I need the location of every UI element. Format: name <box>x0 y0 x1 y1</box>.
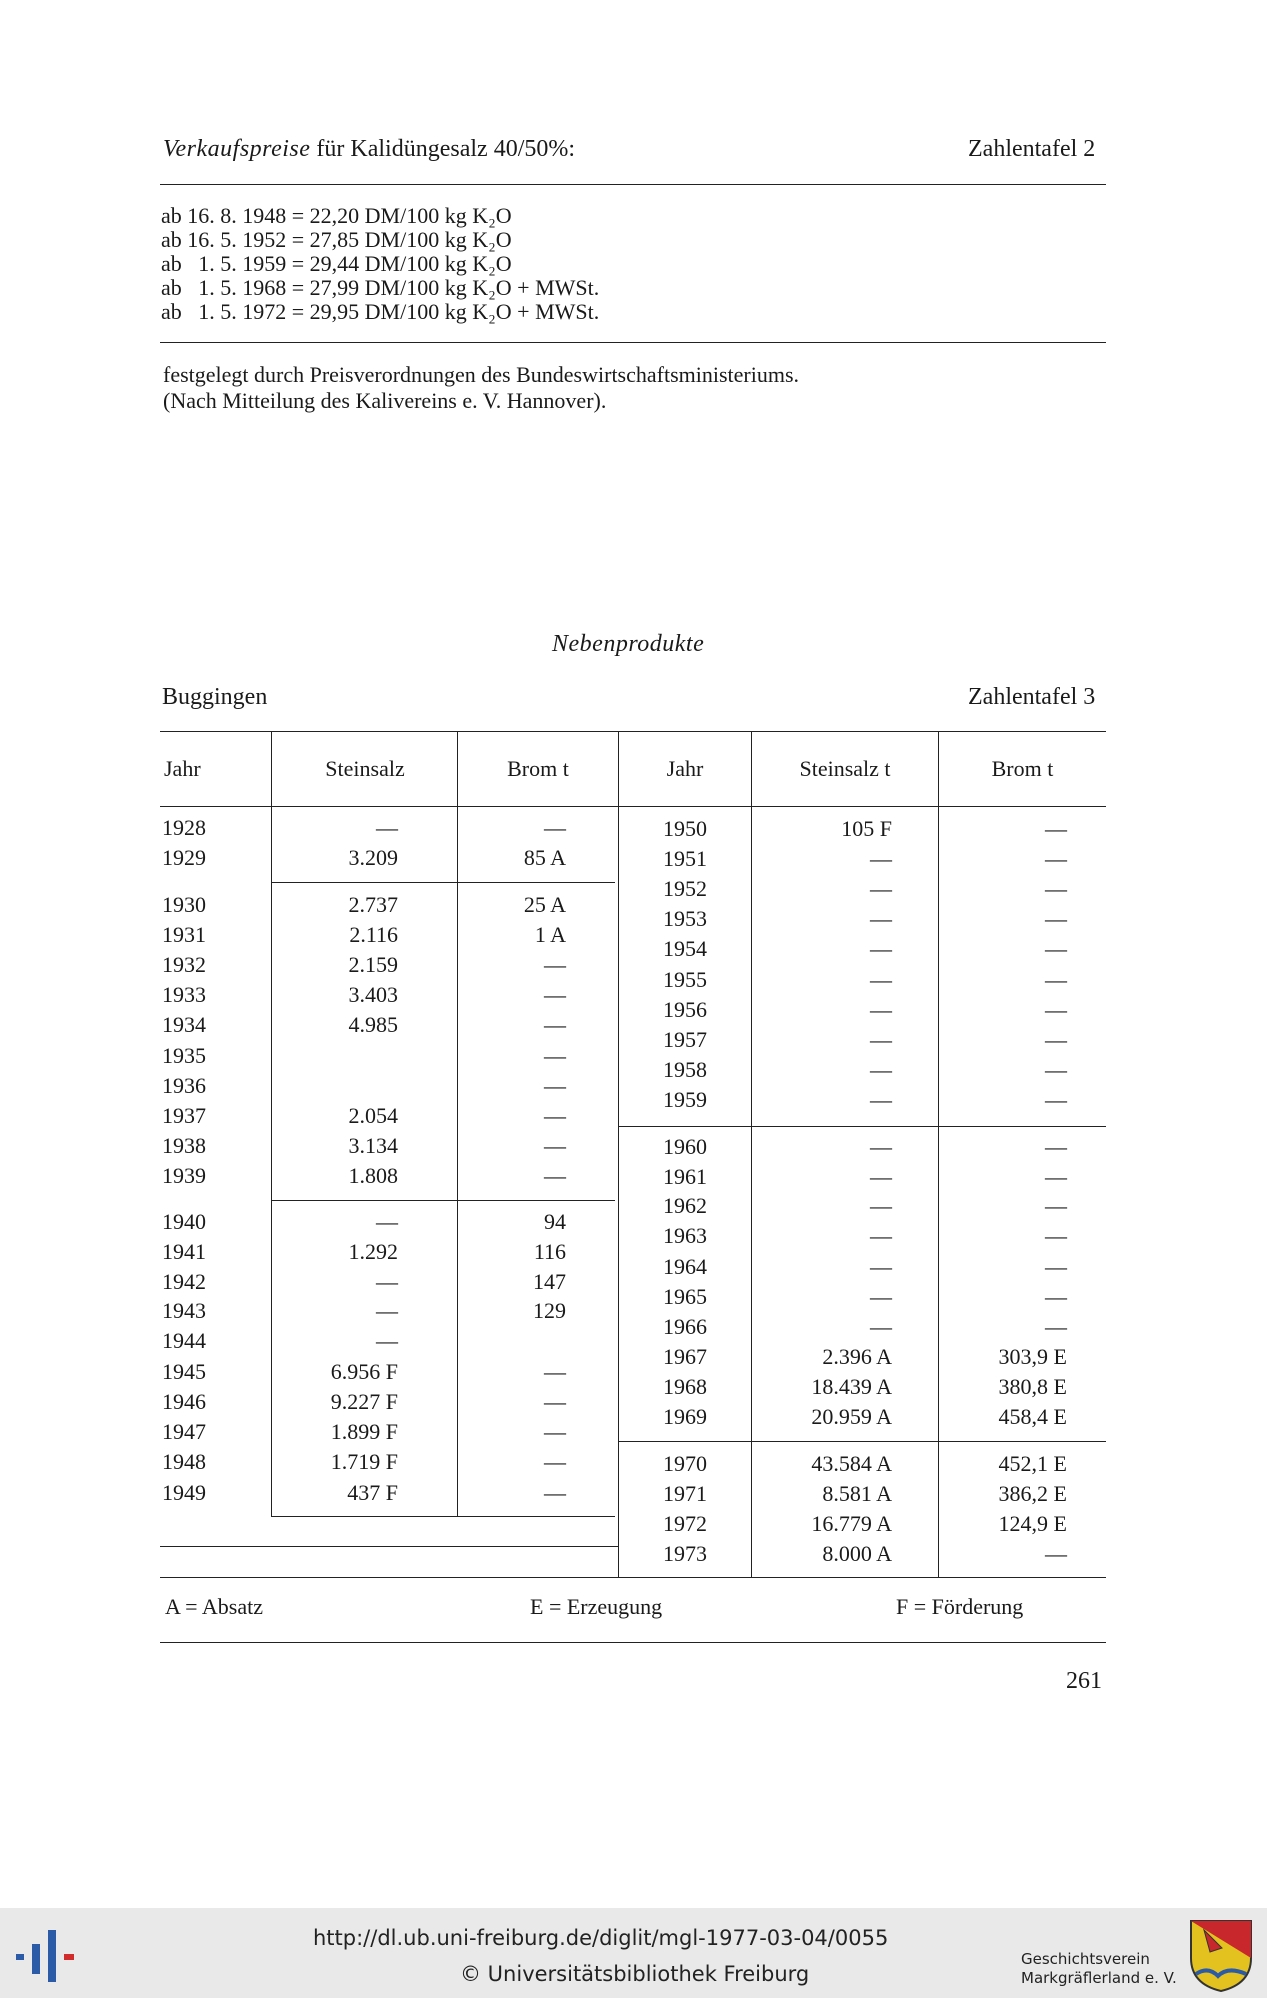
year-cell: 1973 <box>663 1541 707 1566</box>
table-bottom-rule <box>160 1577 1106 1578</box>
steinsalz-cell: — <box>870 876 892 901</box>
footer-bar <box>0 1908 1267 1998</box>
year-cell: 1963 <box>663 1223 707 1248</box>
brom-cell: — <box>544 1133 566 1158</box>
year-cell: 1952 <box>663 876 707 901</box>
year-cell: 1967 <box>663 1344 707 1369</box>
steinsalz-cell: 2.116 <box>349 922 398 947</box>
brom-cell: — <box>544 1359 566 1384</box>
brom-cell: — <box>544 1103 566 1128</box>
year-cell: 1943 <box>162 1298 206 1323</box>
year-cell: 1948 <box>162 1449 206 1474</box>
brom-cell: — <box>544 1449 566 1474</box>
brom-cell: — <box>1045 906 1067 931</box>
steinsalz-cell: 16.779 A <box>811 1511 892 1536</box>
brom-cell: — <box>1045 1314 1067 1339</box>
year-cell: 1965 <box>663 1284 707 1309</box>
steinsalz-cell: 1.899 F <box>330 1419 398 1444</box>
brom-cell: — <box>544 1163 566 1188</box>
header-jahr: Jahr <box>164 756 201 781</box>
brom-cell: — <box>1045 1027 1067 1052</box>
org-line: Geschichtsverein <box>1021 1950 1150 1968</box>
org-name <box>1021 1950 1177 1988</box>
year-cell: 1956 <box>663 997 707 1022</box>
brom-cell: — <box>1045 1057 1067 1082</box>
brom-cell: — <box>1045 876 1067 901</box>
year-cell: 1968 <box>663 1374 707 1399</box>
year-cell: 1939 <box>162 1163 206 1188</box>
header-brom-t: Brom t <box>991 756 1054 781</box>
price-line: ab 16. 5. 1952 = 27,85 DM/100 kg K₂O <box>161 227 512 252</box>
table-label-3: Zahlentafel 3 <box>968 684 1096 710</box>
year-cell: 1962 <box>663 1193 707 1218</box>
year-cell: 1941 <box>162 1239 206 1264</box>
brom-cell: — <box>544 1389 566 1414</box>
year-cell: 1972 <box>663 1511 707 1536</box>
steinsalz-cell: — <box>870 1193 892 1218</box>
header-steinsalz-t: Steinsalz t <box>799 756 891 781</box>
year-cell: 1961 <box>663 1164 707 1189</box>
copyright: © Universitätsbibliothek Freiburg <box>460 1962 810 1986</box>
year-cell: 1929 <box>162 845 206 870</box>
permalink[interactable]: http://dl.ub.uni-freiburg.de/diglit/mgl-1977-03-04/0055 <box>313 1926 889 1950</box>
brom-cell: — <box>1045 997 1067 1022</box>
year-cell: 1960 <box>663 1134 707 1159</box>
steinsalz-cell: 3.134 <box>348 1133 398 1158</box>
year-cell: 1940 <box>162 1209 206 1234</box>
year-cell: 1934 <box>162 1012 206 1037</box>
price-note <box>163 362 799 414</box>
steinsalz-cell: 6.956 F <box>330 1359 398 1384</box>
year-cell: 1957 <box>663 1027 707 1052</box>
table-label-2: Zahlentafel 2 <box>968 136 1096 162</box>
brom-cell: — <box>1045 936 1067 961</box>
steinsalz-cell: — <box>870 1223 892 1248</box>
brom-cell: 124,9 E <box>998 1511 1067 1536</box>
year-cell: 1931 <box>162 922 206 947</box>
brom-cell: — <box>544 1073 566 1098</box>
price-line: ab 1. 5. 1968 = 27,99 DM/100 kg K₂O + MWSt. <box>161 275 600 300</box>
year-cell: 1935 <box>162 1043 206 1068</box>
header-brom: Brom t <box>507 756 569 781</box>
year-cell: 1954 <box>663 936 707 961</box>
steinsalz-cell: 437 F <box>347 1480 398 1505</box>
brom-cell: — <box>1045 1284 1067 1309</box>
brom-cell: — <box>544 1419 566 1444</box>
price-line: ab 1. 5. 1959 = 29,44 DM/100 kg K₂O <box>161 251 512 276</box>
org-line: Markgräflerland e. V. <box>1021 1969 1177 1987</box>
steinsalz-cell: 2.054 <box>348 1103 398 1128</box>
steinsalz-cell: 1.808 <box>348 1163 398 1188</box>
steinsalz-cell: — <box>376 1328 398 1353</box>
header-jahr: Jahr <box>666 756 704 781</box>
note-line: (Nach Mitteilung des Kalivereins e. V. Hannover). <box>163 388 607 413</box>
brom-cell: — <box>1045 1087 1067 1112</box>
brom-cell: — <box>544 1043 566 1068</box>
steinsalz-cell: — <box>870 906 892 931</box>
year-cell: 1969 <box>663 1404 707 1429</box>
steinsalz-cell: 105 F <box>841 816 892 841</box>
note-line: festgelegt durch Preisverordnungen des Bundeswirtschaftsministeriums. <box>163 362 800 387</box>
year-cell: 1959 <box>663 1087 707 1112</box>
steinsalz-cell: 43.584 A <box>811 1451 892 1476</box>
year-cell: 1938 <box>162 1133 206 1158</box>
brom-cell: 303,9 E <box>998 1344 1067 1369</box>
brom-cell: 94 <box>544 1209 566 1234</box>
brom-cell: — <box>1045 1134 1067 1159</box>
steinsalz-cell: — <box>376 815 398 840</box>
year-cell: 1936 <box>162 1073 206 1098</box>
steinsalz-cell: — <box>870 1134 892 1159</box>
header-steinsalz: Steinsalz <box>325 756 405 781</box>
steinsalz-cell: — <box>870 1027 892 1052</box>
steinsalz-cell: 9.227 F <box>330 1389 398 1414</box>
group-rule <box>271 1200 615 1201</box>
header-rule <box>160 806 1106 807</box>
brom-cell: — <box>544 1480 566 1505</box>
year-cell: 1947 <box>162 1419 206 1444</box>
steinsalz-cell: — <box>870 1087 892 1112</box>
brom-cell: 85 A <box>523 845 566 870</box>
table-top-rule <box>160 731 1106 732</box>
brom-cell: 116 <box>533 1239 566 1264</box>
steinsalz-cell: 2.159 <box>348 952 398 977</box>
brom-cell: 452,1 E <box>998 1451 1067 1476</box>
steinsalz-cell: 3.209 <box>348 845 398 870</box>
year-cell: 1951 <box>663 846 707 871</box>
brom-cell: — <box>544 982 566 1007</box>
brom-cell: — <box>1045 1164 1067 1189</box>
divider <box>160 342 1106 343</box>
coat-of-arms-icon <box>1188 1918 1254 1994</box>
year-cell: 1930 <box>162 892 206 917</box>
brom-cell: — <box>1045 846 1067 871</box>
section1-title <box>163 136 575 163</box>
group-rule <box>271 882 615 883</box>
year-cell: 1942 <box>162 1269 206 1294</box>
steinsalz-cell: — <box>870 1284 892 1309</box>
title-italic: Verkaufspreise <box>163 136 311 162</box>
year-cell: 1971 <box>663 1481 707 1506</box>
brom-cell: 380,8 E <box>998 1374 1067 1399</box>
brom-cell: 129 <box>533 1298 566 1323</box>
brom-cell: 1 A <box>534 922 566 947</box>
group-rule <box>618 1441 1106 1442</box>
steinsalz-cell: 1.719 F <box>330 1449 398 1474</box>
year-cell: 1937 <box>162 1103 206 1128</box>
year-cell: 1958 <box>663 1057 707 1082</box>
brom-cell: — <box>544 1012 566 1037</box>
steinsalz-cell: — <box>870 1254 892 1279</box>
divider <box>160 184 1106 185</box>
steinsalz-cell: 1.292 <box>348 1239 398 1264</box>
steinsalz-cell: — <box>870 1164 892 1189</box>
steinsalz-cell: 4.985 <box>348 1012 398 1037</box>
steinsalz-cell: 3.403 <box>348 982 398 1007</box>
steinsalz-cell: — <box>870 846 892 871</box>
steinsalz-cell: 2.396 A <box>822 1344 892 1369</box>
year-cell: 1949 <box>162 1480 206 1505</box>
brom-cell: — <box>1045 1541 1067 1566</box>
brom-cell: — <box>544 815 566 840</box>
steinsalz-cell: 8.581 A <box>822 1481 892 1506</box>
section2-title: Nebenprodukte <box>552 631 705 657</box>
steinsalz-cell: — <box>870 967 892 992</box>
price-line: ab 16. 8. 1948 = 22,20 DM/100 kg K₂O <box>161 203 512 228</box>
steinsalz-cell: — <box>376 1209 398 1234</box>
brom-cell: — <box>1045 1223 1067 1248</box>
year-cell: 1953 <box>663 906 707 931</box>
steinsalz-cell: 18.439 A <box>811 1374 892 1399</box>
year-cell: 1964 <box>663 1254 707 1279</box>
steinsalz-cell: — <box>376 1269 398 1294</box>
brom-cell: — <box>1045 816 1067 841</box>
year-cell: 1932 <box>162 952 206 977</box>
year-cell: 1970 <box>663 1451 707 1476</box>
steinsalz-cell: — <box>870 1314 892 1339</box>
legend-rule <box>160 1642 1106 1643</box>
location-label: Buggingen <box>162 684 268 710</box>
brom-cell: — <box>1045 967 1067 992</box>
brom-cell: 386,2 E <box>998 1481 1067 1506</box>
page-number: 261 <box>1066 1668 1102 1694</box>
year-cell: 1946 <box>162 1389 206 1414</box>
brom-cell: — <box>1045 1254 1067 1279</box>
steinsalz-cell: — <box>376 1298 398 1323</box>
year-cell: 1944 <box>162 1328 206 1353</box>
brom-cell: — <box>544 952 566 977</box>
year-cell: 1955 <box>663 967 707 992</box>
brom-cell: 458,4 E <box>998 1404 1067 1429</box>
year-cell: 1966 <box>663 1314 707 1339</box>
title-rest: für Kalidüngesalz 40/50%: <box>310 136 576 162</box>
steinsalz-cell: 2.737 <box>348 892 398 917</box>
steinsalz-cell: 20.959 A <box>811 1404 892 1429</box>
year-cell: 1928 <box>162 815 206 840</box>
steinsalz-cell: — <box>870 1057 892 1082</box>
group-rule <box>618 1126 1106 1127</box>
library-logo-icon <box>14 1922 80 1988</box>
group-rule <box>160 1546 618 1547</box>
price-line: ab 1. 5. 1972 = 29,95 DM/100 kg K₂O + MWSt. <box>161 299 600 324</box>
brom-cell: 147 <box>533 1269 566 1294</box>
legend-erzeugung: E = Erzeugung <box>530 1594 663 1619</box>
year-cell: 1945 <box>162 1359 206 1384</box>
brom-cell: 25 A <box>523 892 566 917</box>
legend-absatz: A = Absatz <box>165 1594 263 1619</box>
steinsalz-cell: — <box>870 997 892 1022</box>
group-rule <box>271 1516 615 1517</box>
legend-foerderung: F = Förderung <box>896 1594 1024 1619</box>
steinsalz-cell: 8.000 A <box>822 1541 892 1566</box>
steinsalz-cell: — <box>870 936 892 961</box>
brom-cell: — <box>1045 1193 1067 1218</box>
year-cell: 1933 <box>162 982 206 1007</box>
year-cell: 1950 <box>663 816 707 841</box>
